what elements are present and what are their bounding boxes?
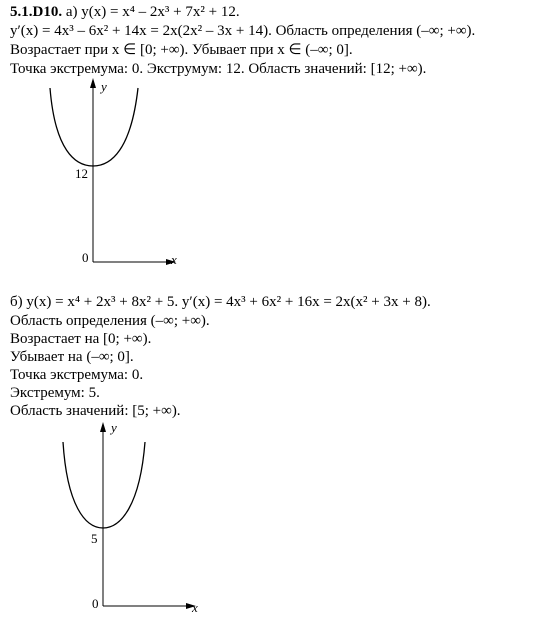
part-b-line-6: Экстремум: 5. <box>10 385 100 401</box>
graph-a-x-label: x <box>171 252 177 267</box>
graph-b <box>63 420 198 615</box>
graph-b-origin-label: 0 <box>92 596 99 611</box>
part-a-line-1: а) y(x) = x⁴ – 2x³ + 7x² + 12. <box>65 4 240 20</box>
graph-b-y-tick: 5 <box>91 531 98 546</box>
part-a-line-2: y′(x) = 4x³ – 6x² + 14x = 2x(2x² – 3x + 14). Область определения (–∞; +∞). <box>10 23 476 39</box>
graph-a <box>50 78 177 267</box>
graph-b-y-label: y <box>111 420 117 435</box>
part-b-line-3: Возрастает на [0; +∞). <box>10 331 152 347</box>
graph-a-y-label: y <box>101 79 107 94</box>
part-a-line-4: Точка экстремума: 0. Экструмум: 12. Область значений: [12; +∞). <box>10 61 427 77</box>
part-a-line-3: Возрастает при x ∈ [0; +∞). Убывает при x ∈ (–∞; 0]. <box>10 42 353 58</box>
graph-b-x-label: x <box>192 600 198 615</box>
graph-a-y-tick: 12 <box>75 166 88 181</box>
graph-a-origin-label: 0 <box>82 250 89 265</box>
graph-b-y-arrow <box>100 422 106 432</box>
part-b-line-4: Убывает на (–∞; 0]. <box>10 349 134 365</box>
part-b-line-1: б) y(x) = x⁴ + 2x³ + 8x² + 5. y′(x) = 4x³ + 6x² + 16x = 2x(x² + 3x + 8). <box>10 294 431 310</box>
graph-a-curve <box>50 88 138 166</box>
part-b-line-7: Область значений: [5; +∞). <box>10 403 181 419</box>
graph-b-curve <box>63 442 145 528</box>
part-b-line-5: Точка экстремума: 0. <box>10 367 144 383</box>
problem-number: 5.1.D10. <box>10 4 63 20</box>
part-b-line-2: Область определения (–∞; +∞). <box>10 313 210 329</box>
graph-a-y-arrow <box>90 78 96 88</box>
